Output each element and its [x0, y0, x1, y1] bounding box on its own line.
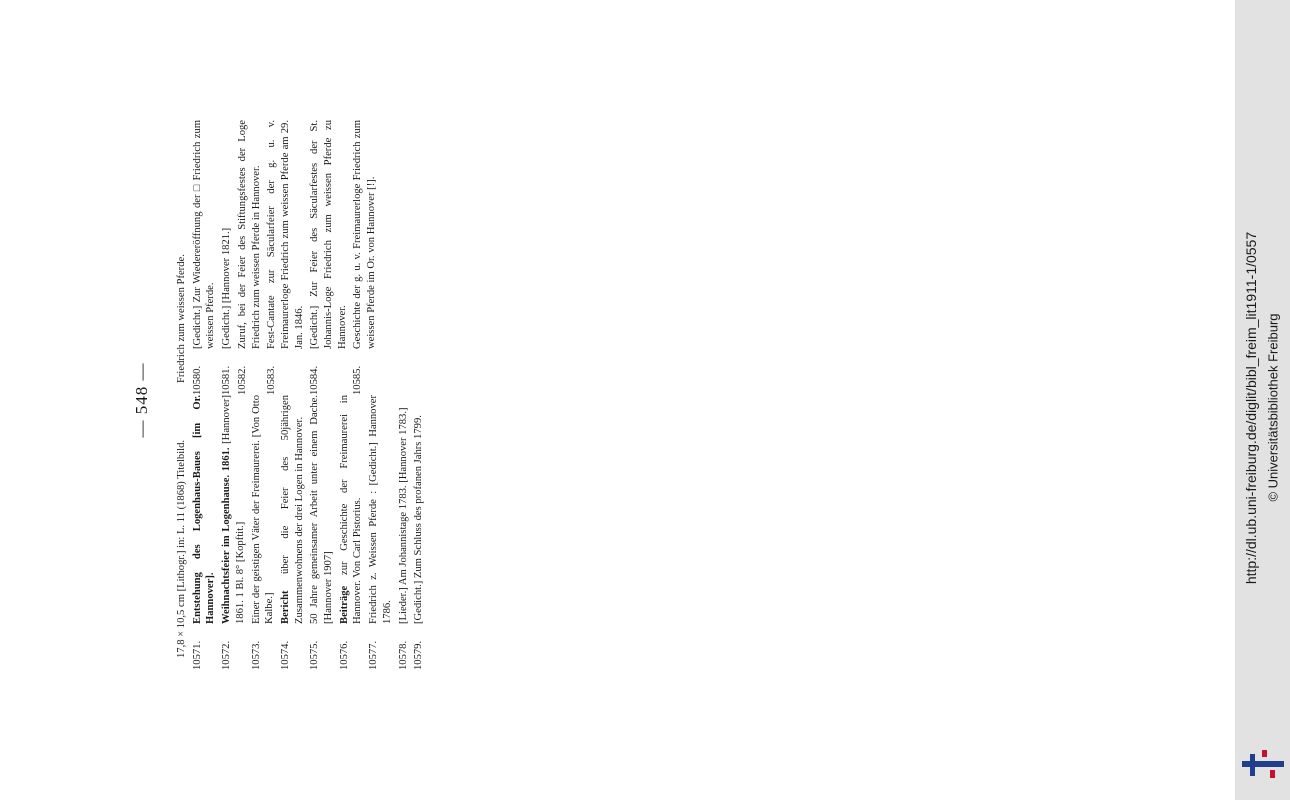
entry-text: [Gedicht.] [Hannover 1821.]: [221, 227, 233, 349]
catalog-entry: [191, 120, 218, 395]
ub-freiburg-logo[interactable]: [1242, 750, 1284, 780]
entry-text: Einer der geistigen Väter der Freimaurerei. [Von Otto Kalbe.]: [250, 395, 276, 624]
catalog-entry: [397, 395, 411, 670]
catalog-entry: [367, 395, 394, 670]
entry-number: 10577.: [368, 640, 380, 670]
entry-text: Friedrich zum weissen Pferde.: [176, 254, 187, 383]
catalog-entry: [338, 395, 365, 670]
entry-number: 10581.: [221, 365, 233, 395]
logo-red-bottom: [1270, 770, 1275, 778]
entry-number: 10578.: [397, 640, 409, 670]
entry-text: Geschichte der g. u. v. Freimaurerloge Friedrich zum weissen Pferde im Or. von Hannover [!].: [352, 120, 378, 349]
logo-red-top: [1262, 750, 1267, 757]
entry-text: zur Geschichte der Freimaurerei in Hannover. Von Carl Pistorius.: [338, 395, 364, 624]
left-column: [175, 395, 1115, 670]
entry-text: [Lieder.] Am Johannistage 1783. [Hannover 1783.]: [397, 407, 409, 624]
entry-text: Zuruf, bei der Feier des Stiftungsfestes der Loge Friedrich zum weissen Pferde in Hannover.: [236, 120, 262, 349]
entry-number: 10582.: [236, 365, 248, 395]
entry-number: 10573.: [250, 640, 262, 670]
catalog-entry: [351, 120, 378, 395]
entry-text: [Gedicht.] Zur Feier des Säcularfestes der St. Johannis-Loge Friedrich zum weissen Pferde zu Hannover.: [309, 120, 348, 349]
catalog-entry: [265, 120, 306, 395]
catalog-entry: [279, 395, 306, 670]
entry-text: [Hannover] 1861. 1 Bl. 8° [Kopftit.]: [221, 395, 246, 624]
catalog-entry: [236, 120, 263, 395]
entry-title: Bericht: [279, 590, 291, 624]
catalog-entry: [412, 395, 426, 670]
logo-blue-left: [1250, 754, 1255, 776]
catalog-entry: [308, 120, 349, 395]
logo-blue-bar: [1242, 761, 1284, 767]
entry-number: 10571.: [191, 640, 203, 670]
catalog-entry: [175, 120, 189, 395]
permalink-url[interactable]: http://dl.ub.uni-freiburg.de/diglit/bibl_freim_lit1911-1/0557: [1243, 231, 1259, 585]
catalog-entry: [308, 395, 335, 670]
entry-text: 17,8 × 10,5 cm [Lithogr.] in: L. 11 (1868) Titelbild.: [176, 439, 187, 658]
catalog-entry: [220, 395, 247, 670]
entry-text: 50 Jahre gemeinsamer Arbeit unter einem Dache. [Hannover 1907]: [309, 395, 335, 624]
entry-text: Fest-Cantate zur Säcularfeier der g. u. v. Freimaurerloge Friedrich zum weissen Pferde am 29. Jan. 1846.: [266, 120, 305, 349]
entry-text: über die Feier des 50jährigen Zusammenwohnens der drei Logen in Hannover.: [279, 395, 305, 624]
entry-number: 10574.: [279, 640, 291, 670]
entry-number: 10584.: [309, 365, 321, 395]
entry-number: 10580.: [191, 365, 203, 395]
catalog-entry: [250, 395, 277, 670]
entry-title: Beiträge: [338, 585, 350, 624]
entry-title: Weihnachtsfeier im Logenhause. 1861.: [221, 447, 233, 624]
entry-number: 10583.: [266, 365, 278, 395]
entry-number: 10579.: [413, 640, 425, 670]
entry-number: 10576.: [338, 640, 350, 670]
entry-text: Friedrich z. Weissen Pferde : [Gedicht.] Hannover 1786.: [368, 395, 393, 624]
entry-number: 10572.: [221, 640, 233, 670]
catalog-entry: [220, 120, 234, 395]
catalog-entry: [191, 395, 218, 670]
entry-title: Entstehung des Logenhaus-Baues [im Or. Hannover].: [191, 395, 217, 624]
copyright-notice: © Universitätsbibliothek Freiburg: [1265, 313, 1281, 502]
entry-text: [Gedicht.] Zur Wiedereröffnung der □ Friedrich zum weissen Pferde.: [191, 120, 217, 349]
entry-text: [Gedicht.] Zum Schluss des profanen Jahrs 1799.: [413, 415, 425, 624]
entry-number: 10585.: [352, 365, 364, 395]
page-number: — 548 —: [132, 362, 151, 438]
catalog-entry: [175, 395, 189, 670]
right-column: [175, 120, 1115, 395]
entry-number: 10575.: [309, 640, 321, 670]
